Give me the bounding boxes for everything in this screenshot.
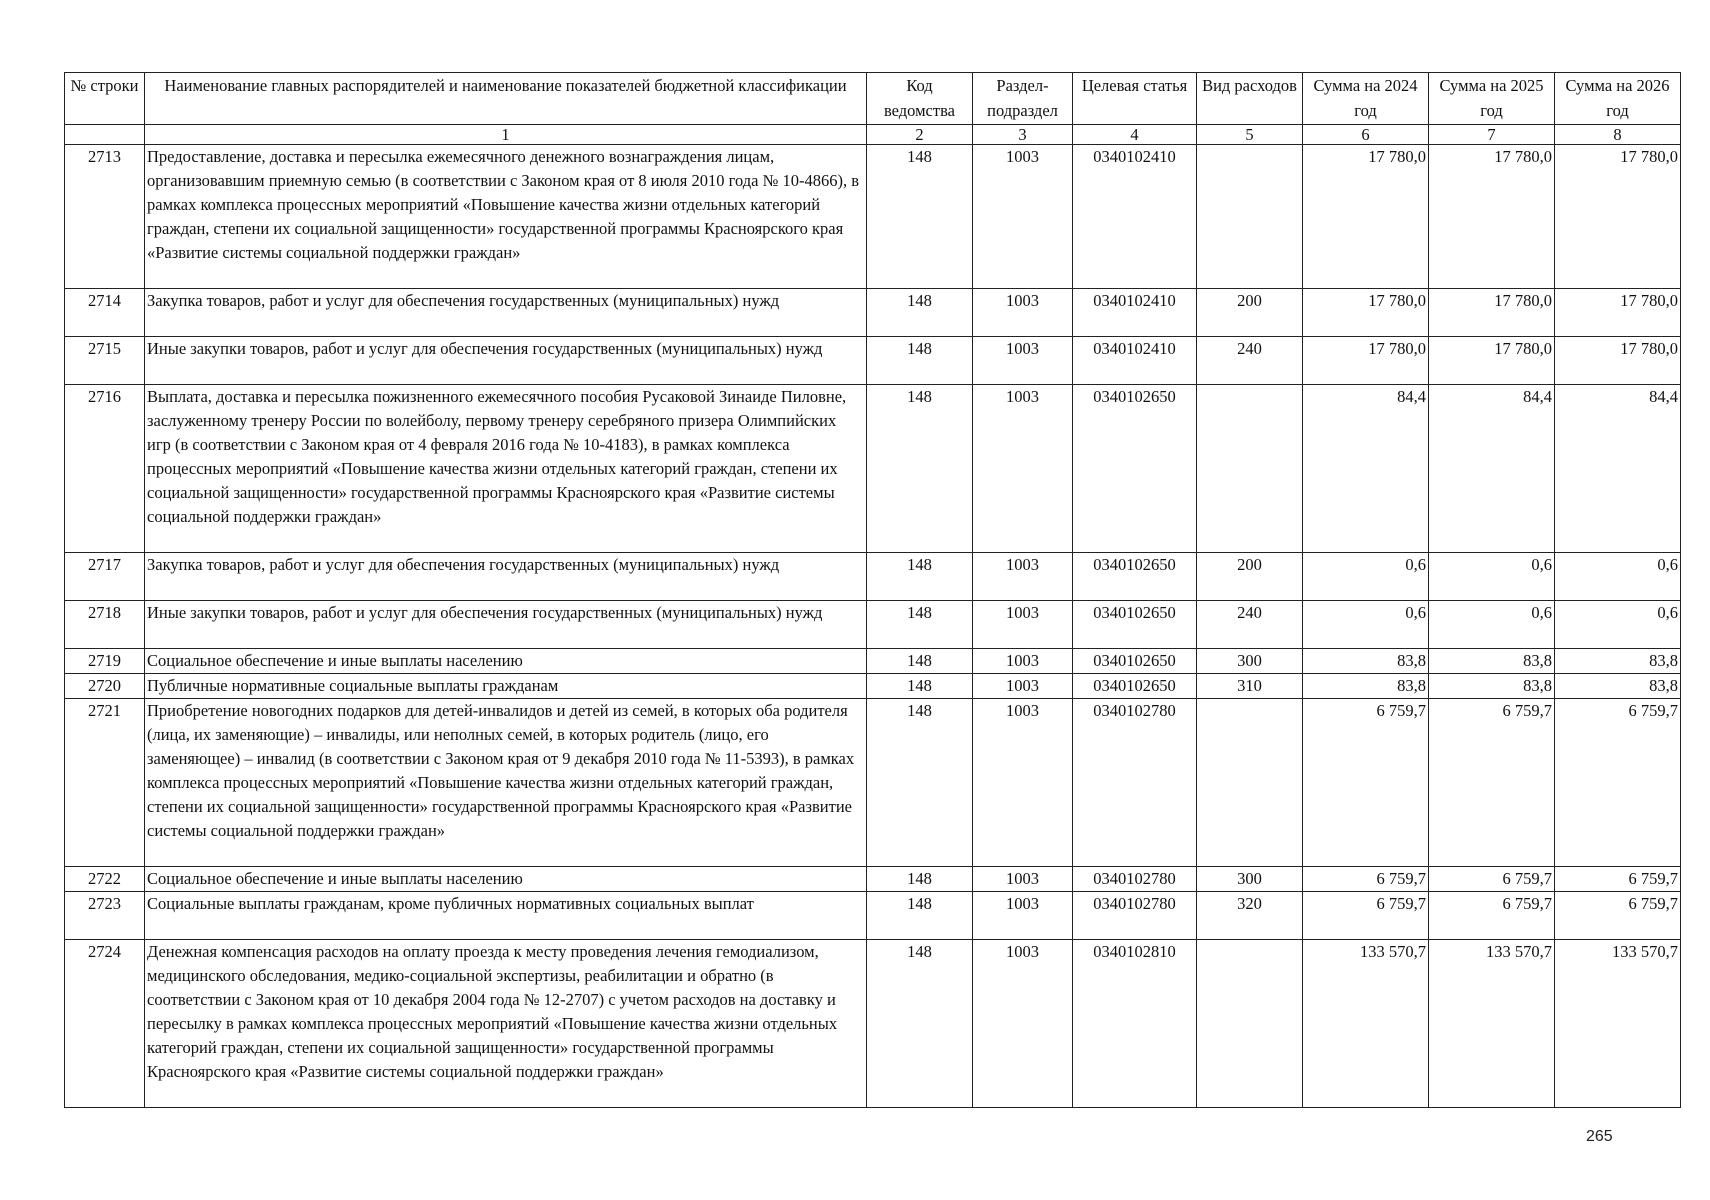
sum-2024-cell: 6 759,7 — [1303, 892, 1429, 940]
expense-kind-cell: 300 — [1197, 867, 1303, 892]
target-item-cell: 0340102780 — [1073, 867, 1197, 892]
row-number-cell: 2724 — [65, 940, 145, 1108]
sum-2025-cell: 17 780,0 — [1429, 337, 1555, 385]
colnum-cell: 3 — [973, 125, 1073, 145]
table-row — [65, 940, 1681, 1108]
target-item-cell: 0340102650 — [1073, 553, 1197, 601]
header-name: Наименование главных распорядителей и наименование показателей бюджетной классификации — [145, 73, 867, 125]
sum-2024-cell: 17 780,0 — [1303, 289, 1429, 337]
sum-2024-cell: 17 780,0 — [1303, 337, 1429, 385]
table-row — [65, 674, 1681, 699]
sum-2026-cell: 0,6 — [1555, 601, 1681, 649]
sum-2025-cell: 0,6 — [1429, 553, 1555, 601]
dept-code-cell: 148 — [867, 867, 973, 892]
sum-2024-cell: 133 570,7 — [1303, 940, 1429, 1108]
sum-2025-cell: 133 570,7 — [1429, 940, 1555, 1108]
section-cell: 1003 — [973, 385, 1073, 553]
sum-2024-cell: 84,4 — [1303, 385, 1429, 553]
colnum-cell: 6 — [1303, 125, 1429, 145]
sum-2024-cell: 83,8 — [1303, 674, 1429, 699]
expense-kind-cell — [1197, 145, 1303, 289]
row-number-cell: 2718 — [65, 601, 145, 649]
sum-2026-cell: 6 759,7 — [1555, 892, 1681, 940]
sum-2026-cell: 0,6 — [1555, 553, 1681, 601]
dept-code-cell: 148 — [867, 289, 973, 337]
row-name-cell: Денежная компенсация расходов на оплату проезда к месту проведения лечения гемодиализом, медицинского обследования, медико-социальной экспертизы, реабилитации и обратно (в соответствии с Законом края от 10 декабря 2004 года № 12-2707) с учетом расходов на доставку и пересылку в рамках комплекса процессных мероприятий «Повышение качества жизни отдельных категорий граждан, степени их социальной защищенности» государственной программы Красноярского края «Развитие системы социальной поддержки граждан» — [145, 940, 867, 1108]
colnum-cell: 4 — [1073, 125, 1197, 145]
table-row — [65, 553, 1681, 601]
dept-code-cell: 148 — [867, 145, 973, 289]
budget-table — [64, 72, 1681, 1108]
target-item-cell: 0340102650 — [1073, 649, 1197, 674]
sum-2025-cell: 6 759,7 — [1429, 867, 1555, 892]
table-row — [65, 385, 1681, 553]
colnum-cell: 2 — [867, 125, 973, 145]
sum-2024-cell: 83,8 — [1303, 649, 1429, 674]
section-cell: 1003 — [973, 940, 1073, 1108]
table-row — [65, 601, 1681, 649]
row-name-cell: Публичные нормативные социальные выплаты гражданам — [145, 674, 867, 699]
row-number-cell: 2720 — [65, 674, 145, 699]
table-row — [65, 337, 1681, 385]
table-row — [65, 699, 1681, 867]
sum-2025-cell: 6 759,7 — [1429, 699, 1555, 867]
sum-2026-cell: 17 780,0 — [1555, 145, 1681, 289]
dept-code-cell: 148 — [867, 699, 973, 867]
sum-2024-cell: 0,6 — [1303, 553, 1429, 601]
expense-kind-cell — [1197, 699, 1303, 867]
row-number-cell: 2713 — [65, 145, 145, 289]
sum-2025-cell: 84,4 — [1429, 385, 1555, 553]
header-sum-2026: Сумма на 2026 год — [1555, 73, 1681, 125]
row-name-cell: Иные закупки товаров, работ и услуг для обеспечения государственных (муниципальных) нужд — [145, 601, 867, 649]
row-number-cell: 2722 — [65, 867, 145, 892]
sum-2026-cell: 133 570,7 — [1555, 940, 1681, 1108]
section-cell: 1003 — [973, 699, 1073, 867]
expense-kind-cell — [1197, 385, 1303, 553]
colnum-cell: 8 — [1555, 125, 1681, 145]
sum-2025-cell: 17 780,0 — [1429, 145, 1555, 289]
table-row — [65, 892, 1681, 940]
expense-kind-cell: 200 — [1197, 289, 1303, 337]
colnum-cell — [65, 125, 145, 145]
row-number-cell: 2719 — [65, 649, 145, 674]
expense-kind-cell: 200 — [1197, 553, 1303, 601]
sum-2025-cell: 6 759,7 — [1429, 892, 1555, 940]
dept-code-cell: 148 — [867, 553, 973, 601]
dept-code-cell: 148 — [867, 892, 973, 940]
colnum-cell: 1 — [145, 125, 867, 145]
table-row — [65, 145, 1681, 289]
sum-2026-cell: 84,4 — [1555, 385, 1681, 553]
section-cell: 1003 — [973, 867, 1073, 892]
expense-kind-cell: 240 — [1197, 601, 1303, 649]
section-cell: 1003 — [973, 674, 1073, 699]
sum-2026-cell: 17 780,0 — [1555, 337, 1681, 385]
sum-2024-cell: 0,6 — [1303, 601, 1429, 649]
sum-2025-cell: 0,6 — [1429, 601, 1555, 649]
row-name-cell: Социальное обеспечение и иные выплаты населению — [145, 649, 867, 674]
expense-kind-cell — [1197, 940, 1303, 1108]
expense-kind-cell: 240 — [1197, 337, 1303, 385]
section-cell: 1003 — [973, 649, 1073, 674]
header-expense-kind: Вид расходов — [1197, 73, 1303, 125]
target-item-cell: 0340102780 — [1073, 892, 1197, 940]
sum-2025-cell: 83,8 — [1429, 649, 1555, 674]
table-row — [65, 649, 1681, 674]
sum-2024-cell: 6 759,7 — [1303, 867, 1429, 892]
section-cell: 1003 — [973, 337, 1073, 385]
row-name-cell: Приобретение новогодних подарков для детей-инвалидов и детей из семей, в которых оба родителя (лица, их заменяющие) – инвалиды, или неполных семей, в которых родитель (лицо, его заменяющее) – инвалид (в соответствии с Законом края от 9 декабря 2010 года № 11-5393), в рамках комплекса процессных мероприятий «Повышение качества жизни отдельных категорий граждан, степени их социальной защищенности» государственной программы Красноярского края «Развитие системы социальной поддержки граждан» — [145, 699, 867, 867]
section-cell: 1003 — [973, 553, 1073, 601]
sum-2025-cell: 83,8 — [1429, 674, 1555, 699]
target-item-cell: 0340102650 — [1073, 385, 1197, 553]
row-number-cell: 2715 — [65, 337, 145, 385]
column-number-row — [65, 125, 1681, 145]
row-number-cell: 2723 — [65, 892, 145, 940]
header-row-no: № строки — [65, 73, 145, 125]
table-row — [65, 867, 1681, 892]
sum-2026-cell: 83,8 — [1555, 674, 1681, 699]
sum-2025-cell: 17 780,0 — [1429, 289, 1555, 337]
dept-code-cell: 148 — [867, 649, 973, 674]
dept-code-cell: 148 — [867, 337, 973, 385]
table-header-row — [65, 73, 1681, 125]
row-name-cell: Социальное обеспечение и иные выплаты населению — [145, 867, 867, 892]
expense-kind-cell: 320 — [1197, 892, 1303, 940]
target-item-cell: 0340102810 — [1073, 940, 1197, 1108]
sum-2026-cell: 83,8 — [1555, 649, 1681, 674]
sum-2026-cell: 17 780,0 — [1555, 289, 1681, 337]
sum-2026-cell: 6 759,7 — [1555, 867, 1681, 892]
dept-code-cell: 148 — [867, 385, 973, 553]
section-cell: 1003 — [973, 601, 1073, 649]
header-target-item: Целевая статья — [1073, 73, 1197, 125]
header-sum-2024: Сумма на 2024 год — [1303, 73, 1429, 125]
header-sum-2025: Сумма на 2025 год — [1429, 73, 1555, 125]
colnum-cell: 5 — [1197, 125, 1303, 145]
target-item-cell: 0340102780 — [1073, 699, 1197, 867]
row-number-cell: 2716 — [65, 385, 145, 553]
row-name-cell: Иные закупки товаров, работ и услуг для обеспечения государственных (муниципальных) нужд — [145, 337, 867, 385]
colnum-cell: 7 — [1429, 125, 1555, 145]
row-name-cell: Закупка товаров, работ и услуг для обеспечения государственных (муниципальных) нужд — [145, 289, 867, 337]
row-name-cell: Закупка товаров, работ и услуг для обеспечения государственных (муниципальных) нужд — [145, 553, 867, 601]
expense-kind-cell: 300 — [1197, 649, 1303, 674]
row-number-cell: 2721 — [65, 699, 145, 867]
table-row — [65, 289, 1681, 337]
header-dept-code: Код ведомства — [867, 73, 973, 125]
target-item-cell: 0340102410 — [1073, 337, 1197, 385]
sum-2026-cell: 6 759,7 — [1555, 699, 1681, 867]
sum-2024-cell: 17 780,0 — [1303, 145, 1429, 289]
row-number-cell: 2714 — [65, 289, 145, 337]
header-section: Раздел-подраздел — [973, 73, 1073, 125]
section-cell: 1003 — [973, 289, 1073, 337]
section-cell: 1003 — [973, 145, 1073, 289]
target-item-cell: 0340102410 — [1073, 289, 1197, 337]
row-name-cell: Социальные выплаты гражданам, кроме публичных нормативных социальных выплат — [145, 892, 867, 940]
dept-code-cell: 148 — [867, 674, 973, 699]
target-item-cell: 0340102650 — [1073, 601, 1197, 649]
page-number: 265 — [1586, 1128, 1613, 1145]
dept-code-cell: 148 — [867, 940, 973, 1108]
section-cell: 1003 — [973, 892, 1073, 940]
row-name-cell: Выплата, доставка и пересылка пожизненного ежемесячного пособия Русаковой Зинаиде Пиловне, заслуженному тренеру России по волейболу, первому тренеру серебряного призера Олимпийских игр (в соответствии с Законом края от 4 февраля 2016 года № 10-4183), в рамках комплекса процессных мероприятий «Повышение качества жизни отдельных категорий граждан, степени их социальной защищенности» государственной программы Красноярского края «Развитие системы социальной поддержки граждан» — [145, 385, 867, 553]
target-item-cell: 0340102410 — [1073, 145, 1197, 289]
dept-code-cell: 148 — [867, 601, 973, 649]
row-number-cell: 2717 — [65, 553, 145, 601]
row-name-cell: Предоставление, доставка и пересылка ежемесячного денежного вознаграждения лицам, организовавшим приемную семью (в соответствии с Законом края от 8 июля 2010 года № 10-4866), в рамках комплекса процессных мероприятий «Повышение качества жизни отдельных категорий граждан, степени их социальной защищенности» государственной программы Красноярского края «Развитие системы социальной поддержки граждан» — [145, 145, 867, 289]
target-item-cell: 0340102650 — [1073, 674, 1197, 699]
sum-2024-cell: 6 759,7 — [1303, 699, 1429, 867]
expense-kind-cell: 310 — [1197, 674, 1303, 699]
